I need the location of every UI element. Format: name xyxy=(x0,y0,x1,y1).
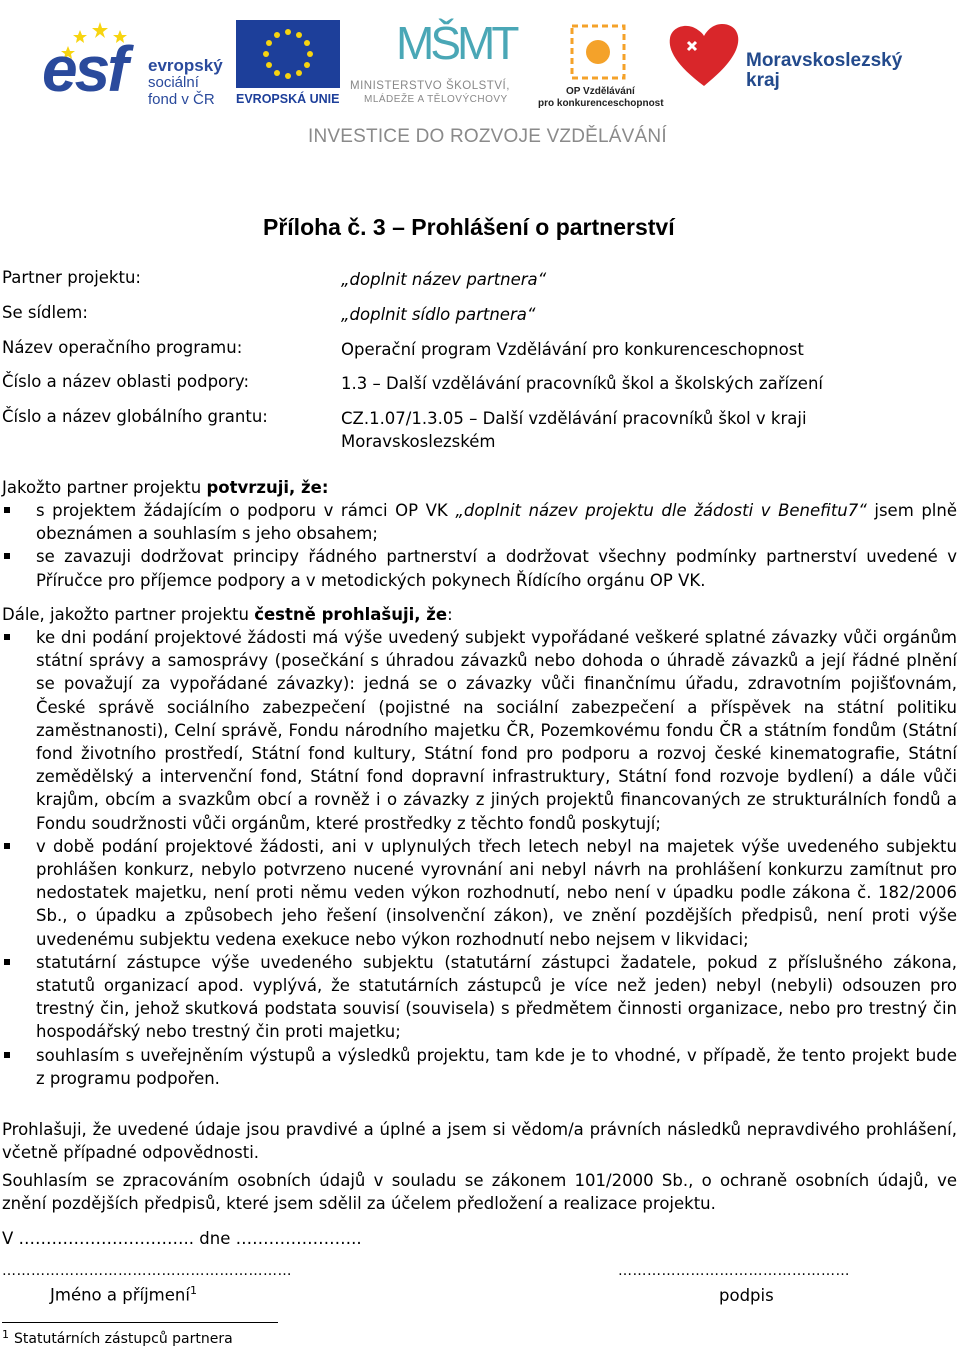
esf-line2: sociální xyxy=(148,74,199,91)
msmt-line1: MINISTERSTVO ŠKOLSTVÍ, xyxy=(350,80,510,92)
info-label: Partner projektu: xyxy=(2,268,141,287)
info-label: Číslo a název oblasti podpory: xyxy=(2,372,250,391)
eu-logo xyxy=(236,20,342,110)
section2-intro-colon: : xyxy=(447,605,453,624)
op-line1: OP Vzdělávání xyxy=(566,86,635,97)
esf-line3: fond v ČR xyxy=(148,91,215,108)
declaration-paragraph: Prohlašuji, že uvedené údaje jsou pravdivé a úplné a jsem si vědom/a právních následků nepravdivého prohlášení, včetně případné odpovědnosti. xyxy=(2,1120,957,1163)
eu-label: EVROPSKÁ UNIE xyxy=(236,92,340,106)
signature-label: podpis xyxy=(719,1286,774,1305)
name-field: …………………………………………………… xyxy=(2,1263,292,1279)
kraj-line1: Moravskoslezský xyxy=(746,50,903,71)
op-logo-icon xyxy=(566,18,630,82)
banner-text: INVESTICE DO ROZVOJE VZDĚLÁVÁNÍ xyxy=(308,126,667,147)
section1-intro-text: Jakožto partner projektu xyxy=(2,478,207,497)
date-field: ………………….. xyxy=(235,1229,362,1248)
name-label: Jméno a příjmení xyxy=(50,1285,190,1305)
esf-logo xyxy=(40,16,230,111)
info-value: 1.3 – Další vzdělávání pracovníků škol a školských zařízení xyxy=(341,374,823,393)
footnote-number: 1 xyxy=(2,1328,9,1341)
place-date-line xyxy=(2,1227,957,1250)
kraj-logo xyxy=(666,20,906,100)
info-value: „doplnit název partnera“ xyxy=(341,270,547,289)
esf-letters: esf xyxy=(42,33,126,105)
list-item: souhlasím s uveřejněním výstupů a výsledků projektu, tam kde je to vhodné, v případě, že tento projekt bude z programu podpořen. xyxy=(2,1044,957,1090)
place-label: V xyxy=(2,1229,14,1248)
list-item: v době podání projektové žádosti, ani v uplynulých třech letech nebyl na majetek výše uvedeného subjektu prohlášen konkurz, nebylo potvrzeno nucené vyrovnání ani nebyl návrh na prohlášení konkurzu zamítnut pro nedostatek majetku, není proti němu veden výkon rozhodnutí, nebo není v úpadku podle zákona č. 182/2006 Sb., o úpadku a způsobech jeho řešení (insolvenční zákon), ve znění pozdějších předpisů, není proti výše uvedenému subjektu vedena exekuce nebo výkon rozhodnutí nebo nejsem v likvidaci; xyxy=(2,835,957,951)
info-label: Číslo a název globálního grantu: xyxy=(2,407,268,426)
section2-intro-bold: čestně prohlašuji, že xyxy=(254,605,448,624)
place-field: ………………………….. xyxy=(18,1229,195,1248)
section1-list xyxy=(2,499,957,592)
section1-intro xyxy=(2,476,957,499)
section2-intro xyxy=(2,603,957,626)
footnote-text: Statutárních zástupců partnera xyxy=(14,1331,233,1347)
kraj-line2: kraj xyxy=(746,70,780,91)
msmt-letters: MŠMT xyxy=(396,17,516,69)
list-item: ke dni podání projektové žádosti má výše uvedený subjekt vypořádané veškeré splatné závazky vůči orgánům státní správy a samosprávy (posečkání s úhradou závazků nebo dohoda o úhradě závazků a její řádné plnění se považují za vypořádané závazky): jedná se o závazky vůči finančnímu úřadu, zdravotním pojišťovnám, České správě sociálního zabezpečení (pojistné na sociální zabezpečení a příspěvek na státní politiku zaměstnanosti), Celní správě, Fondu národního majetku ČR, Pozemkovému fondu ČR a státním fondům (Státní fond životního prostředí, Státní fond kultury, Státní fond pro podporu a rozvoj české kinematografie, Státní zemědělský a intervenční fond, Státní fond dopravní infrastruktury, Státní fond rozvoje bydlení) a dále vůči krajům, obcím a svazkům obcí a rovněž i o závazky z jiných projektů financovaných ze strukturálních fondů a Fondu soudržnosti vůči orgánům, které prostředky z těchto fondů poskytují; xyxy=(2,626,957,835)
info-value: „doplnit sídlo partnera“ xyxy=(341,305,536,324)
section1-intro-bold: potvrzuji, že: xyxy=(206,478,329,497)
list-item: se zavazuji dodržovat principy řádného partnerství a dodržovat všechny podmínky partnerství uvedené v Příručce pro příjemce podpory a v metodických pokynech Řídícího orgánu OP VK. xyxy=(2,545,957,591)
page-title: Příloha č. 3 – Prohlášení o partnerství xyxy=(263,214,675,240)
kraj-heart-icon xyxy=(666,20,742,90)
section2-list xyxy=(2,626,957,1090)
op-logo xyxy=(536,18,664,110)
info-value: Operační program Vzdělávání pro konkurenceschopnost xyxy=(341,340,804,359)
esf-line1: evropský xyxy=(148,56,223,75)
footnote xyxy=(2,1328,233,1347)
name-caption xyxy=(50,1284,197,1305)
op-line2: pro konkurenceschopnost xyxy=(538,98,664,109)
msmt-line2: MLÁDEŽE A TĚLOVÝCHOVY xyxy=(364,94,508,105)
date-label: dne xyxy=(194,1229,236,1248)
info-value: CZ.1.07/1.3.05 – Další vzdělávání pracovníků škol v kraji xyxy=(341,409,807,428)
consent-paragraph: Souhlasím se zpracováním osobních údajů v souladu se zákonem 101/2000 Sb., o ochraně osobních údajů, ve znění pozdějších předpisů, které jsem sdělil za účelem předložení a realizace projektu. xyxy=(2,1171,957,1214)
msmt-logo xyxy=(348,14,533,109)
project-name-placeholder: „doplnit název projektu dle žádosti v Benefitu7“ xyxy=(455,501,867,520)
list-item-text: jsem plně obeznámen a souhlasím s jeho obsahem; xyxy=(36,501,958,544)
info-label: Název operačního programu: xyxy=(2,338,243,357)
list-item-text: s projektem žádajícím o podporu v rámci OP VK xyxy=(36,501,456,520)
footnote-ref: 1 xyxy=(189,1284,197,1297)
info-value-cont: Moravskoslezském xyxy=(341,432,496,451)
info-label: Se sídlem: xyxy=(2,303,88,322)
section2-intro-text: Dále, jakožto partner projektu xyxy=(2,605,255,624)
signature-field: ………………………………………… xyxy=(618,1263,850,1279)
list-item: statutární zástupce výše uvedeného subjektu (statutární zástupci žadatele, pokud z příslušného zákona, statutů organizací apod. vyplývá, že statutárních zástupců je více než jeden) nebyl (nebyli) odsouzen pro trestný čin, jehož skutková podstata souvisí (souvisela) s předmětem činnosti organizace, nebo pro trestný čin hospodářský nebo trestný čin proti majetku; xyxy=(2,951,957,1044)
footnote-divider xyxy=(2,1322,278,1323)
list-item xyxy=(2,499,957,545)
eu-flag-icon xyxy=(236,20,340,88)
